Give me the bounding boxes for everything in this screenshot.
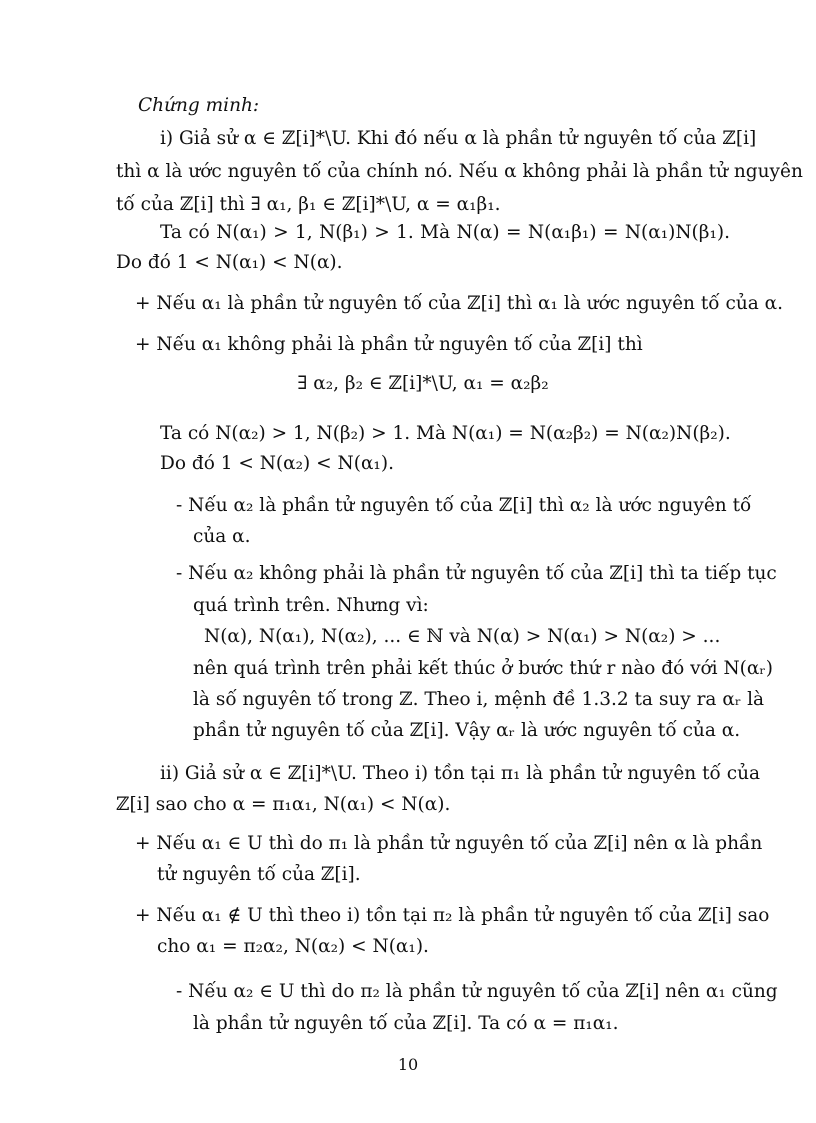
text-line: ℤ[i] sao cho α = π₁α₁, N(α₁) < N(α). — [116, 794, 451, 815]
text-line: của α. — [193, 526, 251, 547]
bullet-item: + Nếu α₁ là phần tử nguyên tố của ℤ[i] thì α₁ là ước nguyên tố của α. — [135, 293, 784, 314]
inline-equation: N(α), N(α₁), N(α₂), ... ∈ ℕ và N(α) > N(α₁) > N(α₂) > ... — [204, 626, 721, 647]
text-line: nên quá trình trên phải kết thúc ở bước thứ r nào đó với N(αᵣ) — [193, 658, 774, 679]
text-line: Ta có N(α₁) > 1, N(β₁) > 1. Mà N(α) = N(α₁β₁) = N(α₁)N(β₁). — [160, 222, 730, 243]
text-line: i) Giả sử α ∈ ℤ[i]*\U. Khi đó nếu α là phần tử nguyên tố của ℤ[i] — [160, 128, 757, 149]
text-line: tố của ℤ[i] thì ∃ α₁, β₁ ∈ ℤ[i]*\U, α = α₁β₁. — [116, 194, 501, 215]
text-line: là phần tử nguyên tố của ℤ[i]. Ta có α = π₁α₁. — [193, 1013, 619, 1034]
dash-item: - Nếu α₂ ∈ U thì do π₂ là phần tử nguyên tố của ℤ[i] nên α₁ cũng — [176, 981, 778, 1002]
dash-item: - Nếu α₂ là phần tử nguyên tố của ℤ[i] thì α₂ là ước nguyên tố — [176, 495, 752, 516]
bullet-item: + Nếu α₁ ∉ U thì theo i) tồn tại π₂ là phần tử nguyên tố của ℤ[i] sao — [135, 905, 770, 926]
text-line: Ta có N(α₂) > 1, N(β₂) > 1. Mà N(α₁) = N(α₂β₂) = N(α₂)N(β₂). — [160, 423, 731, 444]
text-line: Do đó 1 < N(α₂) < N(α₁). — [160, 453, 394, 474]
bullet-item: + Nếu α₁ ∈ U thì do π₁ là phần tử nguyên tố của ℤ[i] nên α là phần — [135, 833, 763, 854]
display-equation: ∃ α₂, β₂ ∈ ℤ[i]*\U, α₁ = α₂β₂ — [297, 373, 549, 394]
text-line: phần tử nguyên tố của ℤ[i]. Vậy αᵣ là ước nguyên tố của α. — [193, 720, 741, 741]
text-line: tử nguyên tố của ℤ[i]. — [157, 864, 361, 885]
text-line: quá trình trên. Nhưng vì: — [193, 595, 429, 616]
page-number: 10 — [397, 1055, 419, 1074]
text-line: cho α₁ = π₂α₂, N(α₂) < N(α₁). — [157, 936, 429, 957]
dash-item: - Nếu α₂ không phải là phần tử nguyên tố của ℤ[i] thì ta tiếp tục — [176, 563, 777, 584]
text-line: thì α là ước nguyên tố của chính nó. Nếu α không phải là phần tử nguyên — [116, 161, 803, 182]
bullet-item: + Nếu α₁ không phải là phần tử nguyên tố của ℤ[i] thì — [135, 334, 643, 355]
text-line: ii) Giả sử α ∈ ℤ[i]*\U. Theo i) tồn tại π₁ là phần tử nguyên tố của — [160, 763, 761, 784]
text-line: là số nguyên tố trong ℤ. Theo i, mệnh đề 1.3.2 ta suy ra αᵣ là — [193, 689, 765, 710]
text-line: Do đó 1 < N(α₁) < N(α). — [116, 252, 343, 273]
proof-heading: Chứng minh: — [138, 95, 260, 116]
